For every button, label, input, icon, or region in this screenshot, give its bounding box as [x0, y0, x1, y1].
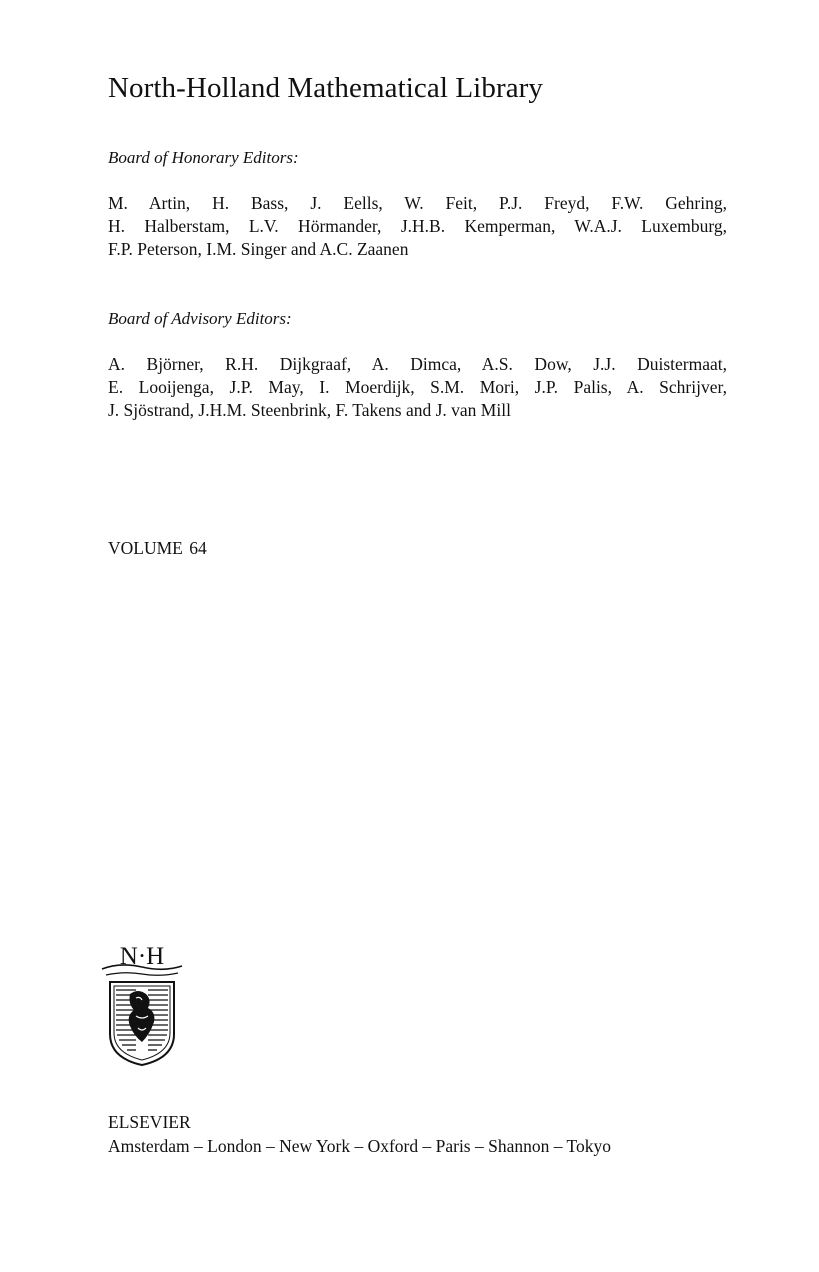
honorary-editors-heading: Board of Honorary Editors:	[108, 148, 299, 167]
honorary-editors-line: F.P. Peterson, I.M. Singer and A.C. Zaanen	[108, 239, 409, 259]
honorary-editors-line: M. Artin, H. Bass, J. Eells, W. Feit, P.J. Freyd, F.W. Gehring,	[108, 193, 727, 213]
publisher-name: ELSEVIER	[108, 1112, 191, 1132]
logo-monogram: N·H	[119, 943, 165, 970]
north-holland-heraldic-shield-icon	[100, 942, 184, 1067]
advisory-editors-list	[108, 353, 727, 422]
series-title: North-Holland Mathematical Library	[108, 72, 544, 104]
north-holland-logo	[100, 942, 184, 1067]
honorary-editors-line: H. Halberstam, L.V. Hörmander, J.H.B. Kemperman, W.A.J. Luxemburg,	[108, 216, 727, 236]
volume-number: VOLUME 64	[108, 538, 207, 558]
advisory-editors-heading: Board of Advisory Editors:	[108, 309, 292, 328]
advisory-editors-line: J. Sjöstrand, J.H.M. Steenbrink, F. Takens and J. van Mill	[108, 400, 511, 420]
advisory-editors-line: E. Looijenga, J.P. May, I. Moerdijk, S.M. Mori, J.P. Palis, A. Schrijver,	[108, 377, 727, 397]
honorary-editors-list	[108, 192, 727, 261]
publisher-cities: Amsterdam – London – New York – Oxford – Paris – Shannon – Tokyo	[108, 1136, 612, 1156]
advisory-editors-line: A. Björner, R.H. Dijkgraaf, A. Dimca, A.S. Dow, J.J. Duistermaat,	[108, 354, 727, 374]
